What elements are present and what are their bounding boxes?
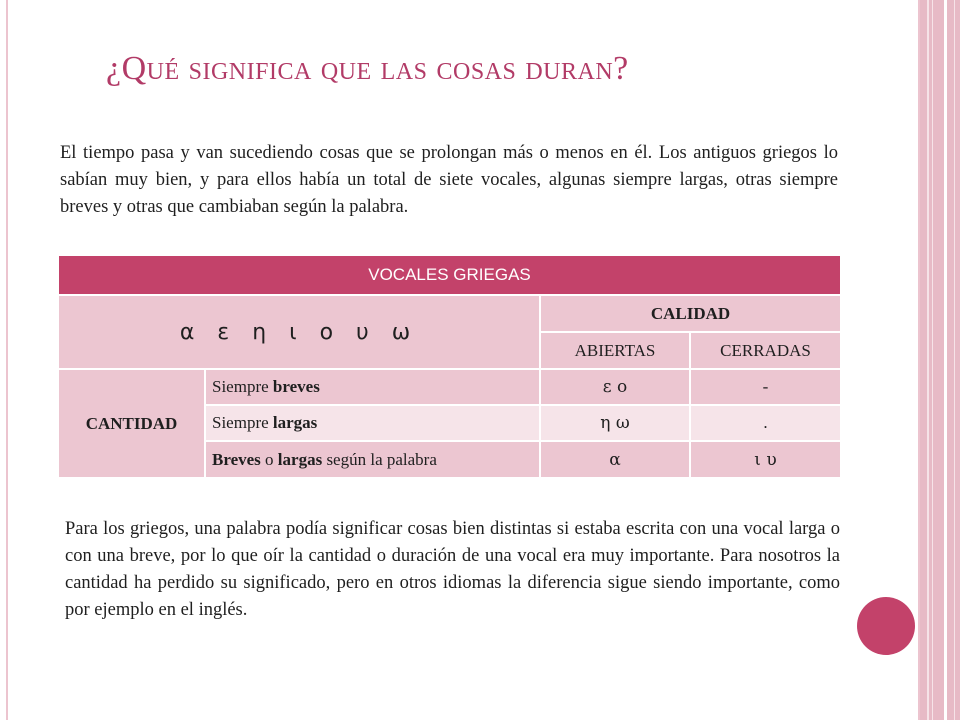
row-label-text: según la palabra: [322, 449, 437, 469]
row-label: [205, 405, 540, 441]
abiertas-cell: ε ο: [540, 369, 690, 405]
row-label-bold: breves: [272, 377, 320, 396]
intro-paragraph: El tiempo pasa y van sucediendo cosas que se prolongan más o menos en él. Los antiguos griegos lo sabían muy bien, y para ellos había un total de siete vocales, algunas siempre largas, otras siempre breves y otras que cambiaban según la palabra.: [60, 143, 838, 217]
cerradas-cell: -: [690, 369, 841, 405]
cerradas-cell: .: [690, 405, 841, 441]
band-stripe: [932, 0, 933, 720]
row-label-text: Siempre: [212, 413, 273, 432]
calidad-header: CALIDAD: [540, 295, 841, 332]
band-stripe: [927, 0, 929, 720]
row-label-bold: largas: [277, 449, 323, 469]
greek-vowel-list: α ε η ι ο υ ω: [58, 295, 540, 369]
row-label-bold: Breves: [212, 449, 261, 469]
row-label-text: o: [260, 449, 278, 469]
row-label: [205, 441, 540, 478]
band-stripe: [944, 0, 947, 720]
row-label-bold: largas: [272, 413, 318, 432]
greek-vowels-table: [57, 254, 842, 479]
cerradas-cell: ι υ: [690, 441, 841, 478]
abiertas-header: ABIERTAS: [540, 332, 690, 369]
band-stripe: [954, 0, 955, 720]
row-label: [205, 369, 540, 405]
outro-paragraph: Para los griegos, una palabra podía significar cosas bien distintas si estaba escrita con una vocal larga o con una breve, por lo que oír la cantidad o duración de una vocal era muy importante. Para nosotros la cantidad ha perdido su significado, pero en otros idiomas la diferencia sigue siendo importante, como por ejemplo en el inglés.: [65, 519, 840, 620]
abiertas-cell: η ω: [540, 405, 690, 441]
abiertas-cell: α: [540, 441, 690, 478]
cerradas-header: CERRADAS: [690, 332, 841, 369]
decorative-circle: [857, 597, 915, 655]
slide-title: ¿Qué significa que las cosas duran?: [106, 50, 629, 87]
table-header: VOCALES GRIEGAS: [58, 255, 841, 295]
row-label-text: Siempre: [212, 377, 273, 396]
cantidad-header: CANTIDAD: [58, 369, 205, 478]
